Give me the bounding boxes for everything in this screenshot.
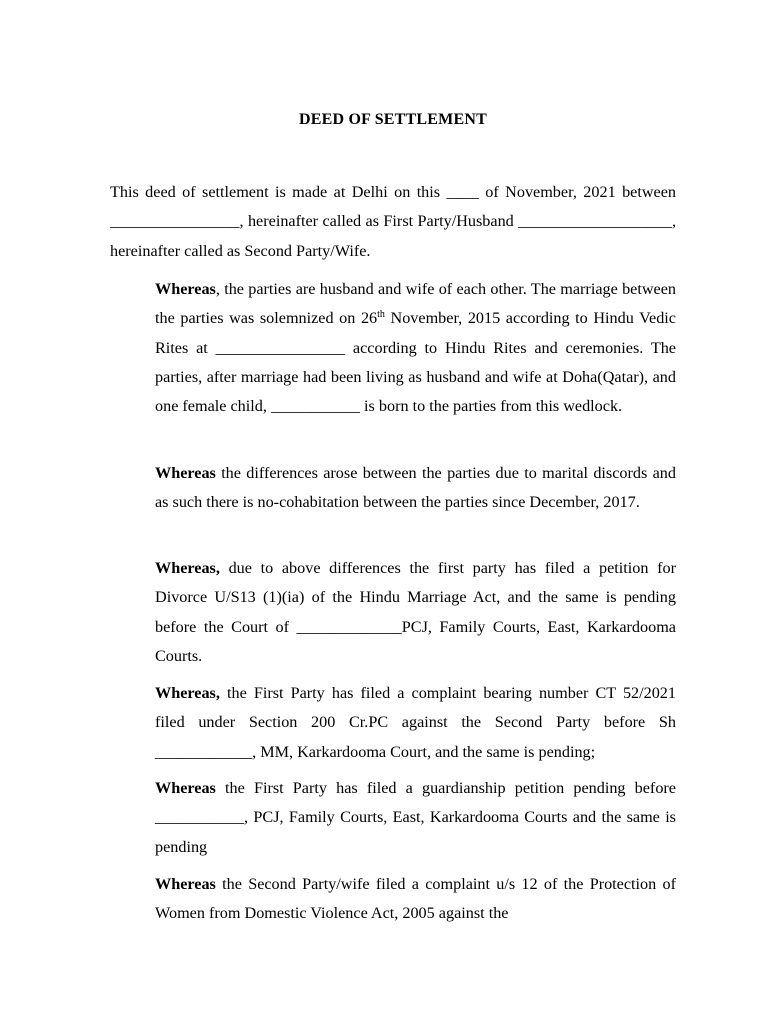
whereas-clause-4 xyxy=(155,679,676,767)
whereas-keyword: Whereas, xyxy=(155,684,220,702)
clause-text: the First Party has filed a guardianship petition pending before ___________, PCJ, Family Courts, East, Karkardooma Courts and the same is pending xyxy=(155,779,676,856)
whereas-keyword: Whereas, xyxy=(155,559,220,577)
clause-text: due to above differences the first party has filed a petition for Divorce U/S13 (1)(ia) of the Hindu Marriage Act, and the same is pending before the Court of _____________PCJ, Family Courts, East, Karkardooma Courts. xyxy=(155,559,676,665)
document-title: DEED OF SETTLEMENT xyxy=(299,111,487,128)
intro-paragraph: This deed of settlement is made at Delhi on this ____ of November, 2021 between ________________, hereinafter called as First Party/Husband ___________________, hereinafter called as Second Party/Wife. xyxy=(110,183,676,260)
whereas-keyword: Whereas xyxy=(155,280,216,298)
clause-text: the First Party has filed a complaint bearing number CT 52/2021 filed under Section 200 Cr.PC against the Second Party before Sh ____________, MM, Karkardooma Court, and the same is pending; xyxy=(155,684,676,761)
whereas-keyword: Whereas xyxy=(155,875,216,893)
whereas-keyword: Whereas xyxy=(155,464,216,482)
clause-text-continued: November, 2015 according to Hindu Vedic Rites at ________________ according to Hindu Rites and ceremonies. The parties, after marriage had been living as husband and wife at Doha(Qatar), and one female child, ___________ is born to the parties from this wedlock. xyxy=(155,309,676,416)
whereas-clause-5 xyxy=(155,774,676,862)
ordinal-suffix: th xyxy=(377,309,385,321)
whereas-clause-2 xyxy=(155,459,676,518)
whereas-clause-6 xyxy=(155,870,676,929)
clause-text: the Second Party/wife filed a complaint u/s 12 of the Protection of Women from Domestic Violence Act, 2005 against the xyxy=(155,875,676,923)
clause-text: the differences arose between the parties due to marital discords and as such there is no-cohabitation between the parties since December, 2017. xyxy=(155,464,676,512)
whereas-clause-3 xyxy=(155,554,676,671)
whereas-clause-1 xyxy=(155,275,676,421)
clause-text: , the parties are husband and wife of each other. The marriage between the parties was solemnized on 26 xyxy=(155,280,676,328)
whereas-keyword: Whereas xyxy=(155,779,216,797)
